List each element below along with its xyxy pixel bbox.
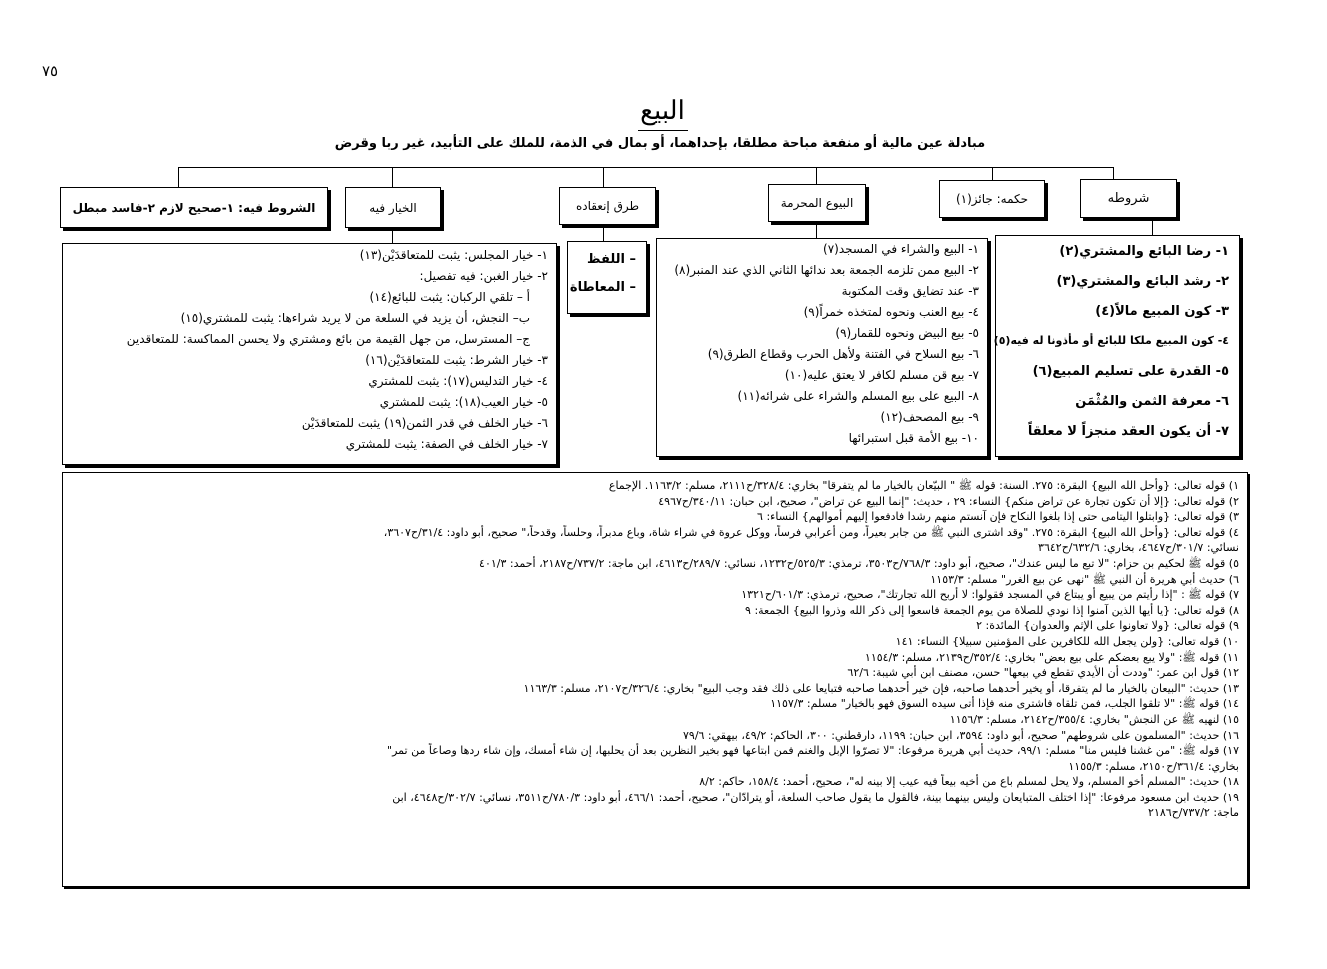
footnote: ٥) قوله ﷺ لحكيم بن حزام: "لا تبع ما ليس عندك"، صحيح، أبو داود: ٧٦٨/٣/ح٣٥٠٣، ترمذي: ٥٢٥/٣/ح١٢٣٢، نسائي: ٢٨٩/٧/ح٤٦١٣، ابن ماجة: ٧٣٧/٢/ح٢١٨٧، أحمد: ٤٠١/٣ bbox=[479, 556, 1239, 570]
footnotes bbox=[62, 472, 1248, 887]
page-number: ٧٥ bbox=[42, 64, 59, 80]
option-item: ١- خيار المجلس: يثبت للمتعاقدَيْن(١٣) bbox=[359, 248, 548, 262]
options-list bbox=[62, 243, 557, 465]
forbidden-item: ١٠- بيع الأمة قبل استبرائها bbox=[848, 431, 979, 445]
footnote: ١٨) حديث: "المسلم أخو المسلم، ولا يحل لمسلم باع من أخيه بيعاً فيه عيب إلا بينه له"، صحيح، أحمد: ١٥٨/٤، حاكم: ٨/٢ bbox=[699, 775, 1239, 789]
option-item: أ – تلقي الركبان: يثبت للبائع(١٤) bbox=[369, 290, 530, 304]
connector bbox=[603, 225, 604, 241]
forbidden-item: ٦- بيع السلاح في الفتنة ولأهل الحرب وقطاع الطرق(٩) bbox=[707, 347, 979, 361]
footnote: ٢) قوله تعالى: {إلا أن تكون تجارة عن تراض منكم} النساء: ٢٩ ، حديث: "إنما البيع عن تراض"، صحيح، ابن حبان: ٣٤٠/١١/ح٤٩٦٧ bbox=[658, 494, 1239, 508]
condition-item: ٤- كون المبيع ملكا للبائع أو مأذونا له فيه(٥) bbox=[993, 334, 1229, 347]
definition: مبادلة عين مالية أو منفعة مباحة مطلقا، بإحداهما، أو بمال في الذمة، للملك على التأبيد، غير ربا وقرض bbox=[334, 136, 986, 151]
footnote: بخاري: ٣٦١/٤/ح٢١٥٠، مسلم: ١١٥٥/٣ bbox=[1068, 759, 1239, 773]
connector bbox=[1152, 218, 1153, 235]
footnote: ٤) قوله تعالى: {وأحل الله البيع} البقرة: ٢٧٥. "وقد اشترى النبي ﷺ من جابر بعيراً، ومن أعرابي فرساً، ووكل عروة في شراء شاة، وباع مدبراً، وحلساً، وقدحاً،" صحيح، أبو داود: ٣١/٤/ح٣٦٠٧، bbox=[383, 525, 1239, 539]
condition-item: ٣- كون المبيع مالاً(٤) bbox=[1095, 304, 1229, 319]
condition-item: ١- رضا البائع والمشتري(٢) bbox=[1059, 244, 1229, 259]
ruling-box: حكمه: جائز(١) bbox=[939, 180, 1045, 218]
footnote: ١٣) حديث: "البيعان بالخيار ما لم يتفرقا، أو يخير أحدهما صاحبه، فإن خير أحدهما صاحبه فتبايعا على ذلك فقد وجب البيع" بخاري: ٣٢٦/٤/ح٢١٠٧، مسلم: ١١٦٣/٣ bbox=[523, 681, 1239, 695]
conditions-list bbox=[995, 235, 1240, 457]
footnote: ماجة: ٧٣٧/٢/ح٢١٨٦ bbox=[1148, 806, 1239, 820]
footnote: ١٥) لنهيه ﷺ عن النجش" بخاري: ٣٥٥/٤/ح٢١٤٢، مسلم: ١١٥٦/٣ bbox=[949, 712, 1239, 726]
connector bbox=[816, 167, 817, 184]
contract-methods-box: طرق إنعقاده bbox=[559, 187, 656, 225]
connector bbox=[603, 167, 604, 187]
title-underline bbox=[638, 130, 688, 131]
option-item: ٣- خيار الشرط: يثبت للمتعاقدَيْن(١٦) bbox=[365, 353, 548, 367]
footnote: ١٩) حديث ابن مسعود مرفوعا: "إذا اختلف المتبايعان وليس بينهما بينة، فالقول ما يقول صاحب السلعة، أو يترادّان"، صحيح، أحمد: ٤٦٦/١، أبو داود: ٧٨٠/٣/ح٣٥١١، نسائي: ٣٠٢/٧/ح٤٦٤٨، ابن bbox=[392, 790, 1239, 804]
connector bbox=[1113, 167, 1114, 179]
condition-item: ٦- معرفة الثمن والمُثْمَن bbox=[1075, 394, 1229, 409]
footnote: ١٦) حديث: "المسلمون على شروطهم" صحيح، أبو داود: ٣٥٩٤، ابن حبان: ١١٩٩، دارقطني: ٣٠٠، الحاكم: ٤٩/٢، بيهقي: ٧٩/٦ bbox=[683, 728, 1239, 742]
forbidden-item: ٩- بيع المصحف(١٢) bbox=[880, 410, 979, 424]
forbidden-sales-list bbox=[656, 238, 988, 457]
option-item: ٦- خيار الخلف في قدر الثمن(١٩) يثبت للمتعاقدَيْن bbox=[301, 416, 548, 430]
footnote: ٨) قوله تعالى: {يا أيها الذين آمنوا إذا نودي للصلاة من يوم الجمعة فاسعوا إلى ذكر الله وذروا البيع} الجمعة: ٩ bbox=[745, 603, 1239, 617]
option-item: ٤- خيار التدليس(١٧): يثبت للمشتري bbox=[368, 374, 548, 388]
footnote: ١٧) قوله ﷺ: "من غشنا فليس منا" مسلم: ٩٩/١، حديث أبي هريرة مرفوعا: "لا تصرّوا الإبل والغنم فمن ابتاعها فهو بخير النظرين بعد أن يحلبها، إن شاء أمسك، وإن شاء ردها وصاعاً من تمر" bbox=[387, 744, 1239, 758]
footnote: ٧) قوله ﷺ : "إذا رأيتم من يبيع أو يبتاع في المسجد فقولوا: لا أربح الله تجارتك"، صحيح، ترمذي: ٦٠١/٣/ح١٣٢١ bbox=[741, 588, 1239, 602]
footnote: ٦) حديث أبي هريرة أن النبي ﷺ "نهى عن بيع الغرر" مسلم: ١١٥٣/٣ bbox=[930, 572, 1239, 586]
option-item: ج– المسترسل، من جهل القيمة من بائع ومشتري ولا يحسن المماكسة: للمتعاقدين bbox=[126, 332, 530, 346]
branch-line bbox=[178, 167, 1113, 168]
connector bbox=[392, 228, 393, 243]
connector bbox=[392, 167, 393, 187]
method-item: – المعاطاة bbox=[569, 280, 636, 295]
condition-item: ٧- أن يكون العقد منجزاً لا معلقاً bbox=[1027, 424, 1229, 439]
option-item: ٥- خيار العيب(١٨): يثبت للمشتري bbox=[379, 395, 548, 409]
connector bbox=[178, 167, 179, 187]
footnote: ٩) قوله تعالى: {ولا تعاونوا على الإثم والعدوان} المائدة: ٢ bbox=[976, 619, 1239, 633]
connector bbox=[992, 167, 993, 180]
forbidden-item: ٨- البيع على بيع المسلم والشراء على شرائه(١١) bbox=[737, 389, 979, 403]
footnote: نسائي: ٣٠١/٧/ح٤٦٤٧، بخاري: ٦٣٢/٦/ح٣٦٤٢ bbox=[1038, 541, 1239, 555]
option-item: ٧- خيار الخلف في الصفة: يثبت للمشتري bbox=[345, 437, 548, 451]
option-item: ٢- خيار الغبن: فيه تفصيل: bbox=[419, 269, 548, 283]
footnote: ٣) قوله تعالى: {وابتلوا اليتامى حتى إذا بلغوا النكاح فإن آنستم منهم رشدا فادفعوا إليهم أموالهم} النساء: ٦ bbox=[757, 510, 1239, 524]
footnote: ١٠) قوله تعالى: {ولن يجعل الله للكافرين على المؤمنين سبيلا} النساء: ١٤١ bbox=[895, 634, 1239, 648]
footnote: ١٢) قول ابن عمر: "وددت أن الأيدي تقطع في بيعها" حسن، مصنف ابن أبي شيبة: ٦٢/٦ bbox=[847, 666, 1239, 680]
forbidden-item: ٣- عند تضايق وقت المكتوبة bbox=[841, 284, 979, 298]
forbidden-item: ٤- بيع العنب ونحوه لمتخذه خمراً(٩) bbox=[803, 305, 979, 319]
connector bbox=[816, 222, 817, 238]
forbidden-item: ١- البيع والشراء في المسجد(٧) bbox=[823, 242, 979, 256]
forbidden-item: ٥- بيع البيض ونحوه للقمار(٩) bbox=[835, 326, 979, 340]
terms-box: الشروط فيه: ١-صحيح لازم ٢-فاسد مبطل bbox=[60, 187, 328, 228]
forbidden-sales-box: البيوع المحرمة bbox=[768, 184, 866, 222]
method-item: – اللفظ bbox=[587, 252, 636, 267]
conditions-box: شروطه bbox=[1080, 179, 1177, 218]
contract-methods-list bbox=[567, 241, 647, 314]
page-title: البيع bbox=[640, 96, 685, 126]
footnote: ١٤) قوله ﷺ: "لا تلقوا الجلب، فمن تلقاه فاشترى منه فإذا أتى سيده السوق فهو بالخيار" مسلم: ١١٥٧/٣ bbox=[770, 697, 1239, 711]
forbidden-item: ٧- بيع قن مسلم لكافر لا يعتق عليه(١٠) bbox=[784, 368, 979, 382]
option-item: ب– النجش، أن يزيد في السلعة من لا يريد شراءها: يثبت للمشتري(١٥) bbox=[180, 311, 530, 325]
condition-item: ٢- رشد البائع والمشتري(٣) bbox=[1056, 274, 1229, 289]
condition-item: ٥- القدرة على تسليم المبيع(٦) bbox=[1032, 364, 1229, 379]
options-box: الخيار فيه bbox=[345, 187, 441, 228]
forbidden-item: ٢- البيع ممن تلزمه الجمعة بعد ندائها الثاني الذي عند المنبر(٨) bbox=[674, 263, 979, 277]
footnote: ١١) قوله ﷺ: "ولا يبع بعضكم على بيع بعض" بخاري: ٣٥٢/٤/ح٢١٣٩، مسلم: ١١٥٤/٣ bbox=[864, 650, 1239, 664]
footnote: ١) قوله تعالى: {وأحل الله البيع} البقرة: ٢٧٥. السنة: قوله ﷺ " البيّعان بالخيار ما لم يتفرقا" بخاري: ٣٢٨/٤/ح٢١١١، مسلم: ١١٦٣/٢. الإجماع bbox=[608, 479, 1239, 492]
